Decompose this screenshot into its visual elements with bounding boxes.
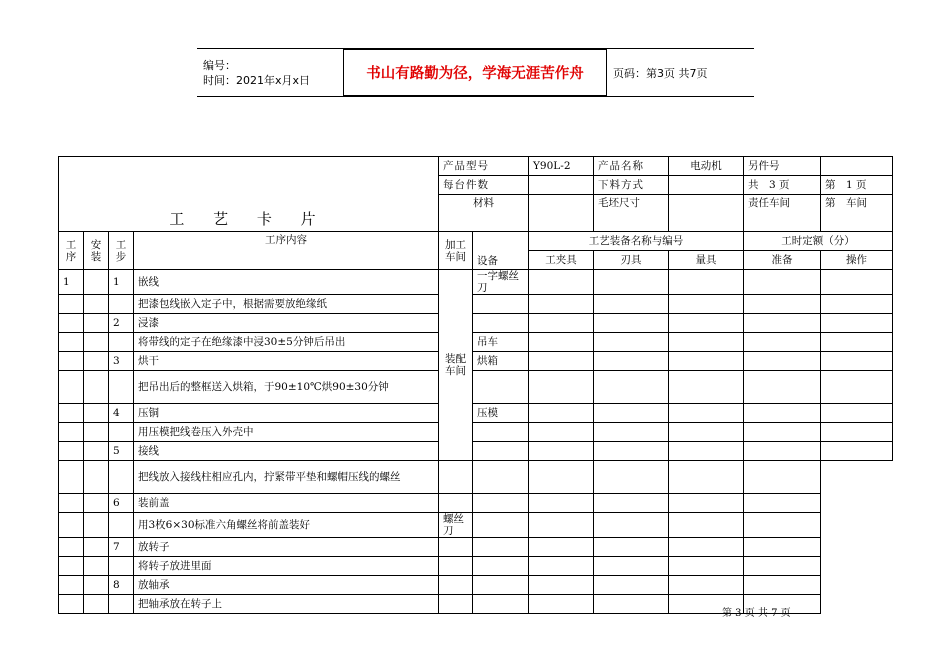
row-seq — [59, 314, 84, 333]
product-name-value: 电动机 — [669, 157, 744, 176]
row-cutter — [594, 442, 669, 461]
row-cutter — [594, 371, 669, 404]
row-seq — [59, 461, 84, 494]
part-no-label: 另件号 — [744, 157, 821, 176]
row-prep — [669, 538, 744, 557]
table-row — [59, 461, 893, 494]
material-label: 材料 — [439, 195, 529, 232]
row-operation — [821, 423, 893, 442]
material-value — [529, 195, 594, 232]
row-gauge — [594, 576, 669, 595]
row-prep — [744, 270, 821, 295]
row-gauge — [594, 494, 669, 513]
row-gauge — [669, 442, 744, 461]
card-title: 工 艺 卡 片 — [59, 157, 439, 232]
col-prep: 准备 — [744, 251, 821, 270]
row-install — [84, 371, 109, 404]
row-content: 接线 — [134, 442, 439, 461]
row-gauge — [594, 538, 669, 557]
product-model-label: 产品型号 — [439, 157, 529, 176]
col-gauge: 量具 — [669, 251, 744, 270]
row-install — [84, 295, 109, 314]
row-seq — [59, 494, 84, 513]
table-row — [59, 333, 893, 352]
row-equipment: 吊车 — [473, 333, 529, 352]
row-gauge — [669, 333, 744, 352]
row-prep — [669, 461, 744, 494]
row-cutter — [594, 314, 669, 333]
row-fixture — [529, 442, 594, 461]
row-equipment — [439, 461, 473, 494]
col-time-group: 工时定额（分） — [744, 232, 893, 251]
row-step — [109, 371, 134, 404]
row-prep — [669, 557, 744, 576]
row-content: 把吊出后的整框送入烘箱，于90±10℃烘90±30分钟 — [134, 371, 439, 404]
row-fixture — [529, 404, 594, 423]
row-operation — [744, 461, 821, 494]
row-fixture — [473, 576, 529, 595]
product-model-value: Y90L-2 — [529, 157, 594, 176]
row-install — [84, 442, 109, 461]
table-row — [59, 494, 893, 513]
row-gauge — [669, 371, 744, 404]
row-equipment: 压模 — [473, 404, 529, 423]
product-name-label: 产品名称 — [594, 157, 669, 176]
table-row — [59, 423, 893, 442]
row-cutter — [529, 461, 594, 494]
row-cutter — [529, 513, 594, 538]
row-step: 1 — [109, 270, 134, 295]
row-prep — [744, 352, 821, 371]
row-content: 把线放入接线柱相应孔内，拧紧带平垫和螺帽压线的螺丝 — [134, 461, 439, 494]
row-seq — [59, 404, 84, 423]
row-cutter — [529, 595, 594, 614]
row-cutter — [594, 423, 669, 442]
row-fixture — [473, 513, 529, 538]
row-equipment: 一字螺丝刀 — [473, 270, 529, 295]
row-content: 烘干 — [134, 352, 439, 371]
row-install — [84, 513, 109, 538]
row-prep — [744, 442, 821, 461]
row-cutter — [594, 270, 669, 295]
row-fixture — [473, 461, 529, 494]
row-seq — [59, 371, 84, 404]
cutting-label: 下料方式 — [594, 176, 669, 195]
row-fixture — [473, 557, 529, 576]
col-tooling-group: 工艺装备名称与编号 — [529, 232, 744, 251]
row-step: 3 — [109, 352, 134, 371]
row-operation — [744, 494, 821, 513]
col-cutter: 刃具 — [594, 251, 669, 270]
workshop-value: 装配车间 — [439, 270, 473, 461]
row-fixture — [473, 595, 529, 614]
row-fixture — [529, 371, 594, 404]
row-gauge — [594, 513, 669, 538]
page-label: 页码：第3页 共7页 — [607, 50, 755, 96]
table-row — [59, 576, 893, 595]
row-fixture — [473, 494, 529, 513]
table-row — [59, 270, 893, 295]
row-operation — [821, 352, 893, 371]
document-header — [197, 49, 754, 96]
part-no-value — [821, 157, 893, 176]
row-seq — [59, 513, 84, 538]
row-prep — [744, 295, 821, 314]
row-content: 压铜 — [134, 404, 439, 423]
row-equipment — [439, 557, 473, 576]
row-step: 5 — [109, 442, 134, 461]
table-row — [59, 295, 893, 314]
workshop-resp-label: 责任车间 — [744, 195, 821, 232]
row-seq — [59, 557, 84, 576]
row-equipment — [439, 538, 473, 557]
row-install — [84, 314, 109, 333]
row-cutter — [594, 404, 669, 423]
row-gauge — [669, 352, 744, 371]
row-equipment — [439, 576, 473, 595]
process-card-table — [58, 156, 893, 614]
row-equipment — [473, 442, 529, 461]
row-step — [109, 423, 134, 442]
row-prep — [744, 371, 821, 404]
table-row — [59, 404, 893, 423]
row-install — [84, 538, 109, 557]
col-install: 安装 — [84, 232, 109, 270]
header-meta — [197, 50, 344, 96]
row-install — [84, 576, 109, 595]
row-prep — [744, 423, 821, 442]
row-operation — [821, 295, 893, 314]
total-pages-label: 共 3 页 — [744, 176, 821, 195]
row-cutter — [594, 333, 669, 352]
row-seq — [59, 576, 84, 595]
row-equipment: 螺丝刀 — [439, 513, 473, 538]
row-gauge — [669, 423, 744, 442]
row-content: 将转子放进里面 — [134, 557, 439, 576]
table-row — [59, 557, 893, 576]
col-equipment: 设备 — [473, 232, 529, 270]
row-equipment — [473, 295, 529, 314]
row-step: 6 — [109, 494, 134, 513]
row-content: 装前盖 — [134, 494, 439, 513]
row-content: 浸漆 — [134, 314, 439, 333]
row-install — [84, 494, 109, 513]
row-cutter — [529, 576, 594, 595]
row-cutter — [529, 538, 594, 557]
table-row — [59, 538, 893, 557]
row-fixture — [529, 295, 594, 314]
col-workshop: 加工车间 — [439, 232, 473, 270]
row-operation — [821, 270, 893, 295]
row-content: 用压模把线卷压入外壳中 — [134, 423, 439, 442]
row-equipment — [439, 595, 473, 614]
row-operation — [821, 371, 893, 404]
row-cutter — [529, 557, 594, 576]
row-prep — [669, 513, 744, 538]
row-seq — [59, 423, 84, 442]
col-fixture: 工夹具 — [529, 251, 594, 270]
row-install — [84, 557, 109, 576]
row-install — [84, 595, 109, 614]
col-process-seq: 工序 — [59, 232, 84, 270]
row-seq — [59, 295, 84, 314]
row-content: 嵌线 — [134, 270, 439, 295]
row-fixture — [529, 352, 594, 371]
header-bottom-rule — [197, 96, 754, 97]
col-step: 工步 — [109, 232, 134, 270]
row-gauge — [594, 595, 669, 614]
cutting-value — [669, 176, 744, 195]
blank-size-label: 毛坯尺寸 — [594, 195, 669, 232]
row-equipment — [473, 423, 529, 442]
row-content: 把轴承放在转子上 — [134, 595, 439, 614]
row-step — [109, 295, 134, 314]
row-operation — [744, 557, 821, 576]
row-gauge — [669, 314, 744, 333]
table-row — [59, 371, 893, 404]
row-prep — [669, 494, 744, 513]
row-cutter — [594, 352, 669, 371]
row-operation — [821, 314, 893, 333]
row-content: 把漆包线嵌入定子中，根据需要放绝缘纸 — [134, 295, 439, 314]
row-step: 7 — [109, 538, 134, 557]
row-seq — [59, 442, 84, 461]
row-seq — [59, 595, 84, 614]
row-install — [84, 423, 109, 442]
row-gauge — [669, 295, 744, 314]
per-unit-value — [529, 176, 594, 195]
row-cutter — [594, 295, 669, 314]
row-equipment — [439, 494, 473, 513]
row-install — [84, 461, 109, 494]
table-row — [59, 513, 893, 538]
row-cutter — [529, 494, 594, 513]
table-row — [59, 352, 893, 371]
page-no-label: 第 1 页 — [821, 176, 893, 195]
row-equipment — [473, 314, 529, 333]
row-fixture — [529, 314, 594, 333]
row-content: 放转子 — [134, 538, 439, 557]
row-operation — [821, 404, 893, 423]
row-prep — [744, 404, 821, 423]
row-gauge — [594, 557, 669, 576]
row-step: 2 — [109, 314, 134, 333]
row-install — [84, 333, 109, 352]
row-prep — [744, 333, 821, 352]
row-seq: 1 — [59, 270, 84, 295]
row-operation — [744, 513, 821, 538]
row-step — [109, 513, 134, 538]
row-step: 8 — [109, 576, 134, 595]
row-content: 用3枚6×30标准六角螺丝将前盖装好 — [134, 513, 439, 538]
row-content: 将带线的定子在绝缘漆中浸30±5分钟后吊出 — [134, 333, 439, 352]
row-operation — [744, 576, 821, 595]
row-equipment — [473, 371, 529, 404]
row-fixture — [529, 270, 594, 295]
page-footer: 第 3 页 共 7 页 — [722, 608, 791, 619]
row-seq — [59, 538, 84, 557]
row-gauge — [669, 270, 744, 295]
row-seq — [59, 333, 84, 352]
row-fixture — [529, 333, 594, 352]
row-content: 放轴承 — [134, 576, 439, 595]
row-install — [84, 404, 109, 423]
workshop-label: 第 车间 — [821, 195, 893, 232]
row-operation — [821, 333, 893, 352]
date-label: 时间：2021年x月x日 — [203, 73, 311, 87]
row-step: 4 — [109, 404, 134, 423]
row-operation — [744, 538, 821, 557]
col-operation: 操作 — [821, 251, 893, 270]
row-step — [109, 461, 134, 494]
col-content: 工序内容 — [134, 232, 439, 270]
row-prep — [669, 576, 744, 595]
number-label: 编号： — [203, 58, 236, 72]
row-step — [109, 557, 134, 576]
row-install — [84, 352, 109, 371]
row-fixture — [473, 538, 529, 557]
row-equipment: 烘箱 — [473, 352, 529, 371]
row-fixture — [529, 423, 594, 442]
table-row — [59, 442, 893, 461]
row-prep — [744, 314, 821, 333]
blank-size-value — [669, 195, 744, 232]
table-row — [59, 314, 893, 333]
motto-text: 书山有路勤为径，学海无涯苦作舟 — [344, 50, 607, 96]
per-unit-label: 每台件数 — [439, 176, 529, 195]
row-seq — [59, 352, 84, 371]
row-gauge — [669, 404, 744, 423]
row-step — [109, 333, 134, 352]
row-operation — [821, 442, 893, 461]
row-step — [109, 595, 134, 614]
row-gauge — [594, 461, 669, 494]
row-install — [84, 270, 109, 295]
